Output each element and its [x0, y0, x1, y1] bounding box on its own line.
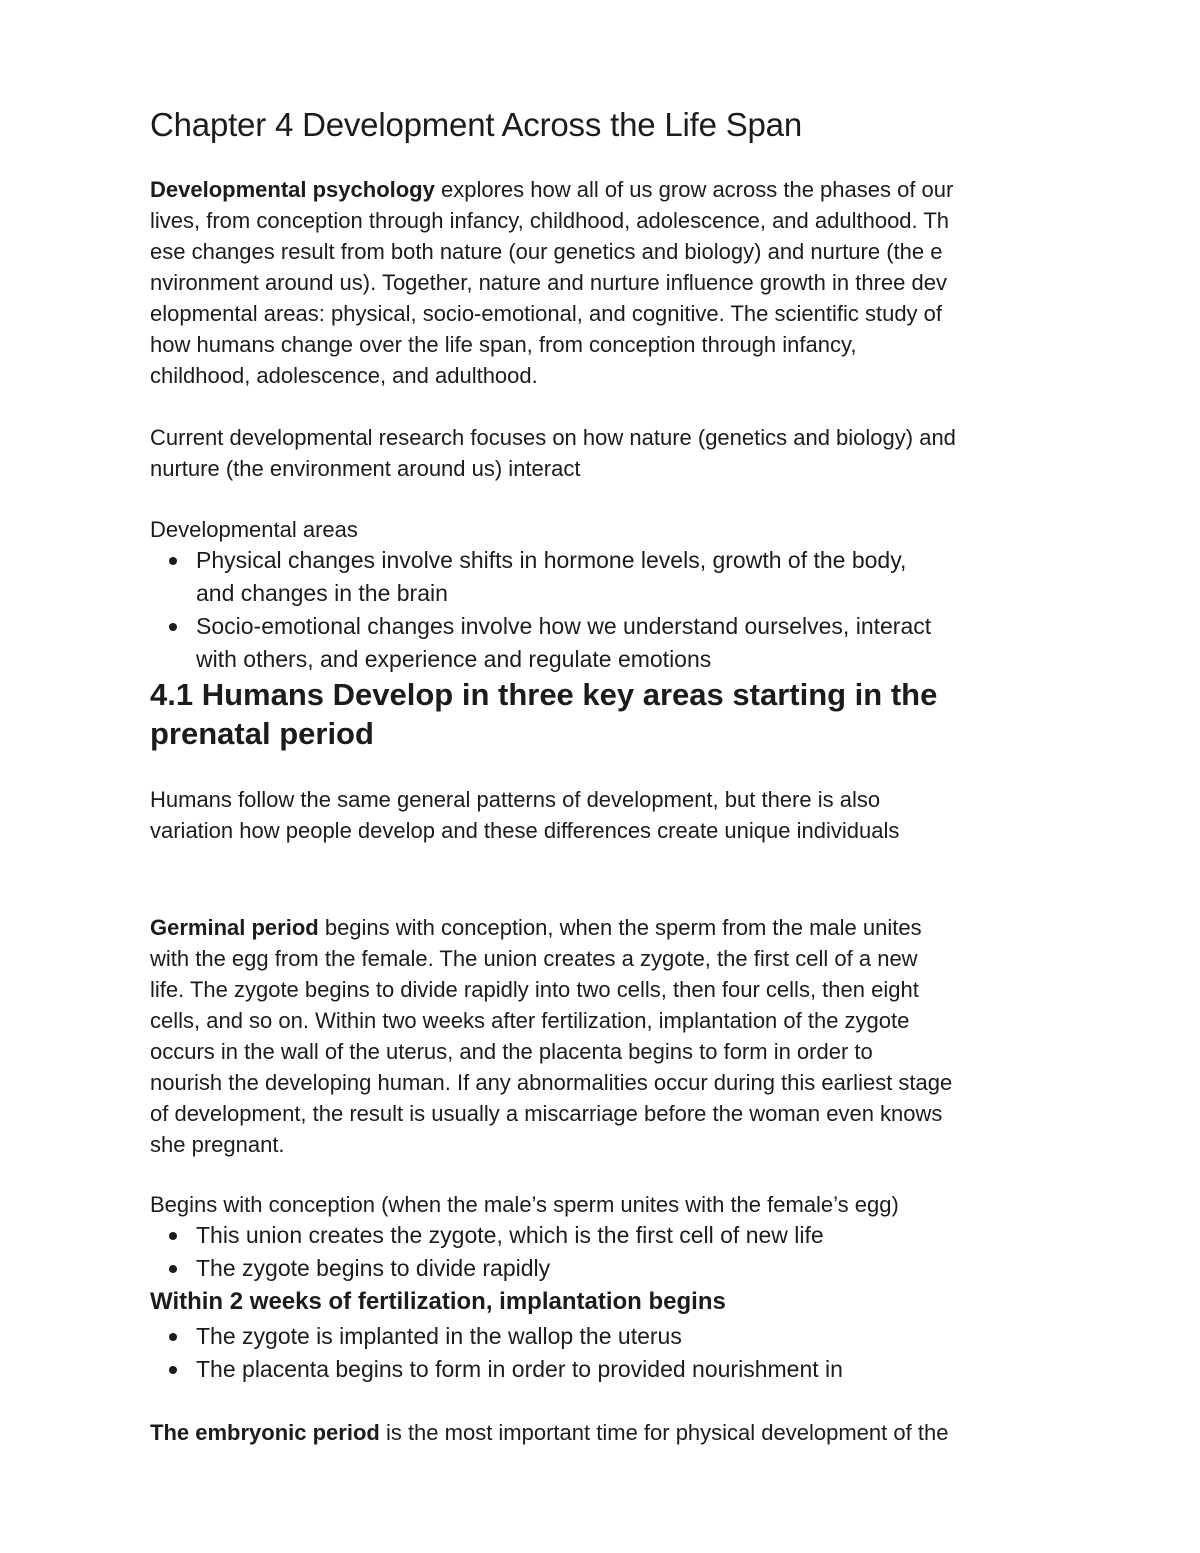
bullet-icon	[169, 557, 177, 565]
germinal-line: occurs in the wall of the uterus, and the placenta begins to form in order to	[150, 1039, 873, 1064]
germinal-period-paragraph	[150, 912, 952, 1160]
list-item	[150, 1219, 824, 1252]
bullet-icon	[169, 1366, 177, 1374]
term-developmental-psychology: Developmental psychology	[150, 177, 435, 202]
patterns-line: Humans follow the same general patterns of development, but there is also	[150, 787, 881, 812]
research-line: nurture (the environment around us) interact	[150, 456, 581, 481]
research-line: Current developmental research focuses on how nature (genetics and biology) and	[150, 425, 956, 450]
intro-line: ese changes result from both nature (our genetics and biology) and nurture (the e	[150, 239, 943, 264]
bullet-icon	[169, 1265, 177, 1273]
intro-line: nvironment around us). Together, nature and nurture influence growth in three dev	[150, 270, 947, 295]
germinal-line: life. The zygote begins to divide rapidly into two cells, then four cells, then eight	[150, 977, 919, 1002]
list-item	[150, 1353, 843, 1386]
list-item	[150, 610, 931, 676]
developmental-areas-list	[150, 544, 931, 676]
term-embryonic-period: The embryonic period	[150, 1420, 380, 1445]
developmental-areas-heading	[150, 514, 358, 545]
germinal-line	[150, 912, 952, 943]
implantation-list	[150, 1320, 843, 1386]
bullet-icon	[169, 623, 177, 631]
section-heading-line: 4.1 Humans Develop in three key areas starting in the	[150, 677, 938, 712]
embryonic-line	[150, 1417, 948, 1448]
list-item-text: and changes in the brain	[196, 580, 448, 606]
list-item-text: The zygote begins to divide rapidly	[196, 1255, 551, 1281]
germinal-line: with the egg from the female. The union creates a zygote, the first cell of a new	[150, 946, 918, 971]
germinal-line-text: begins with conception, when the sperm from the male unites	[318, 915, 922, 940]
list-item-text: This union creates the zygote, which is the first cell of new life	[196, 1222, 824, 1248]
intro-line: childhood, adolescence, and adulthood.	[150, 363, 538, 388]
conception-heading	[150, 1189, 899, 1220]
germinal-line: of development, the result is usually a miscarriage before the woman even knows	[150, 1101, 943, 1126]
germinal-line: nourish the developing human. If any abnormalities occur during this earliest stage	[150, 1070, 953, 1095]
intro-line: elopmental areas: physical, socio-emotional, and cognitive. The scientific study of	[150, 301, 943, 326]
page-title: Chapter 4 Development Across the Life Span	[150, 106, 802, 143]
term-germinal-period: Germinal period	[150, 915, 319, 940]
embryonic-line-text: is the most important time for physical development of the	[379, 1420, 949, 1445]
list-item-text: Physical changes involve shifts in hormone levels, growth of the body,	[196, 547, 907, 573]
section-heading-line: prenatal period	[150, 716, 374, 751]
intro-line: how humans change over the life span, from conception through infancy,	[150, 332, 857, 357]
conception-list	[150, 1219, 824, 1285]
developmental-areas-label: Developmental areas	[150, 517, 358, 542]
list-item-text: with others, and experience and regulate emotions	[196, 646, 712, 672]
list-item	[150, 544, 931, 610]
patterns-line: variation how people develop and these differences create unique individuals	[150, 818, 900, 843]
list-item	[150, 1320, 843, 1353]
conception-label: Begins with conception (when the male’s sperm unites with the female’s egg)	[150, 1192, 899, 1217]
bullet-icon	[169, 1232, 177, 1240]
list-item	[150, 1252, 824, 1285]
embryonic-period-paragraph	[150, 1417, 948, 1448]
intro-line-text: explores how all of us grow across the phases of our	[434, 177, 954, 202]
bullet-icon	[169, 1333, 177, 1341]
implantation-heading: Within 2 weeks of fertilization, implantation begins	[150, 1288, 726, 1315]
germinal-line: she pregnant.	[150, 1132, 285, 1157]
list-item-text: The zygote is implanted in the wallop the uterus	[196, 1323, 682, 1349]
current-research-paragraph	[150, 422, 956, 484]
intro-line: lives, from conception through infancy, childhood, adolescence, and adulthood. Th	[150, 208, 950, 233]
section-heading-4-1	[150, 675, 937, 753]
list-item-text: The placenta begins to form in order to provided nourishment in	[196, 1356, 843, 1382]
intro-line	[150, 174, 953, 205]
list-item-text: Socio-emotional changes involve how we understand ourselves, interact	[196, 613, 932, 639]
intro-paragraph	[150, 174, 953, 391]
germinal-line: cells, and so on. Within two weeks after fertilization, implantation of the zygote	[150, 1008, 910, 1033]
patterns-paragraph	[150, 784, 899, 846]
